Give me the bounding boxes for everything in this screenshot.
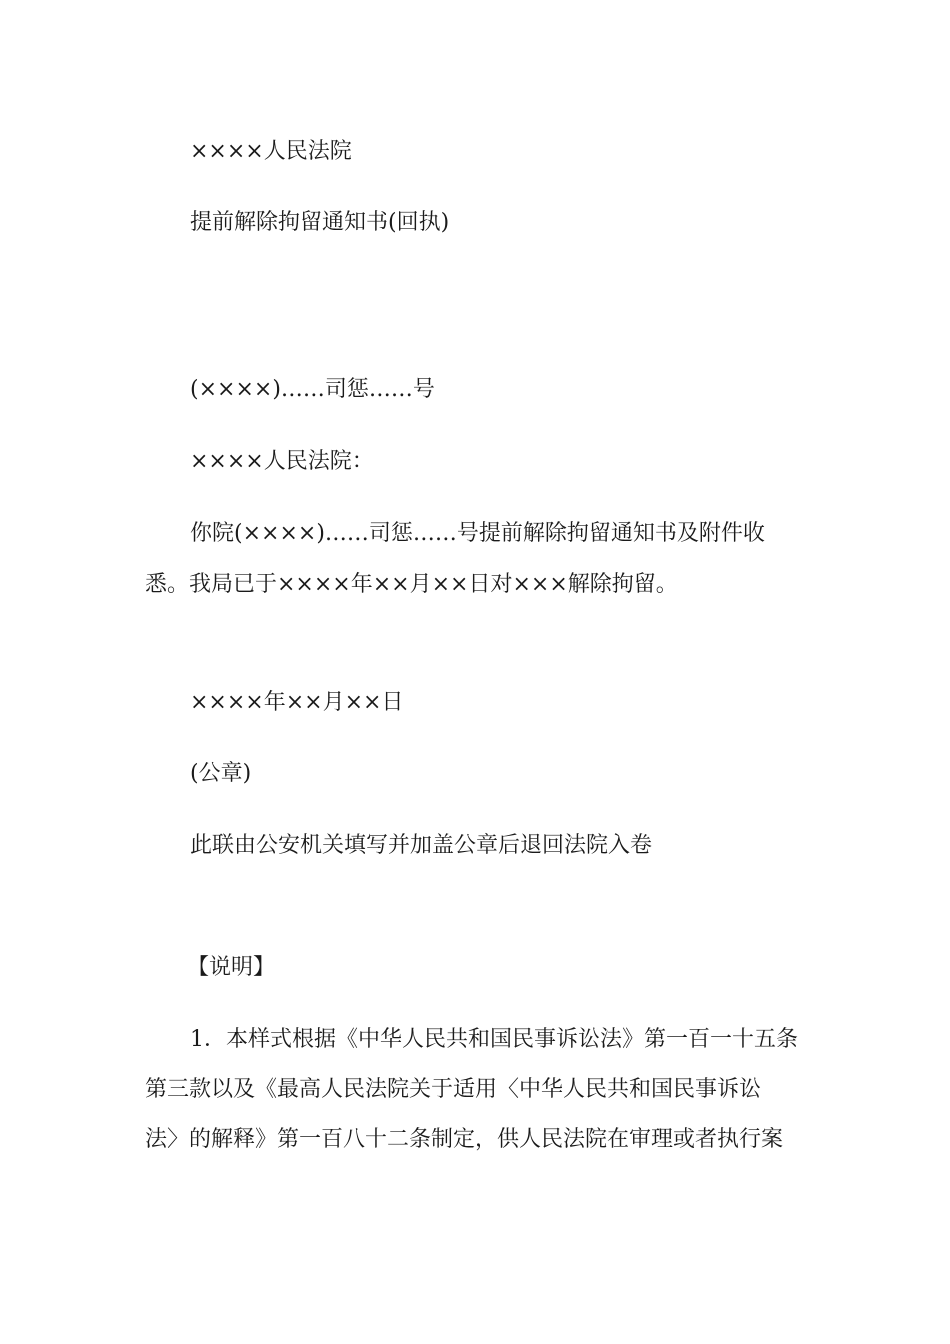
court-header: ××××人民法院 xyxy=(190,139,352,164)
return-note: 此联由公安机关填写并加盖公章后退回法院入卷 xyxy=(190,833,653,858)
explanation-heading: 【说明】 xyxy=(187,955,276,980)
explanation-line-3: 法〉的解释》第一百八十二条制定，供人民法院在审理或者执行案 xyxy=(145,1127,784,1152)
addressee: ××××人民法院： xyxy=(190,449,374,474)
case-number: (××××)……司惩……号 xyxy=(190,377,435,402)
document-date: ××××年××月××日 xyxy=(190,690,404,715)
explanation-line-2: 第三款以及《最高人民法院关于适用〈中华人民共和国民事诉讼 xyxy=(145,1077,762,1102)
document-title: 提前解除拘留通知书(回执) xyxy=(190,210,450,235)
seal-label: (公章) xyxy=(190,761,252,786)
body-paragraph-line-1: 你院(××××)……司惩……号提前解除拘留通知书及附件收 xyxy=(190,521,765,546)
explanation-line-1: 1．本样式根据《中华人民共和国民事诉讼法》第一百一十五条 xyxy=(190,1027,798,1052)
body-paragraph-line-2: 悉。我局已于××××年××月××日对×××解除拘留。 xyxy=(145,572,678,597)
